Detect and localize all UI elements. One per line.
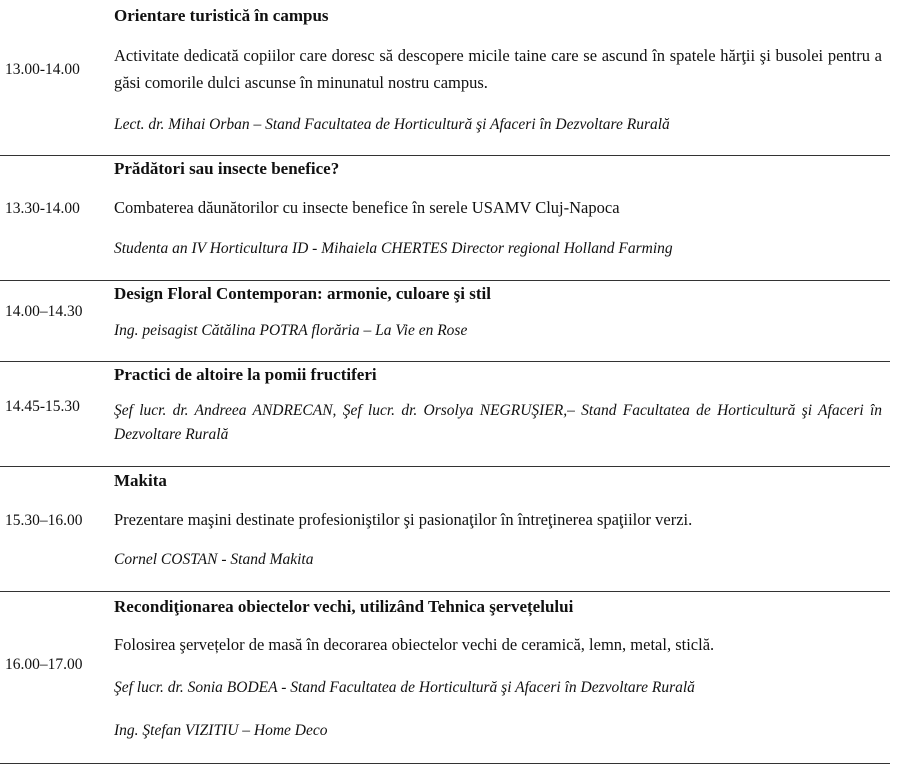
session-title: Recondiţionarea obiectelor vechi, utilizând Tehnica şervețelului — [114, 597, 574, 616]
session-title: Prădători sau insecte benefice? — [114, 159, 340, 178]
session-credit: Ing. Ştefan VIZITIU – Home Deco — [114, 722, 328, 739]
session-time: 16.00–17.00 — [5, 656, 83, 673]
session-description: Prezentare maşini destinate profesioniştilor şi pasionaţilor în întreţinerea spaţiilor verzi. — [114, 510, 693, 529]
session-credit: Şef lucr. dr. Sonia BODEA - Stand Facultatea de Horticultură şi Afaceri în Dezvoltare Rurală — [114, 679, 695, 696]
session-title: Orientare turistică în campus — [114, 6, 329, 25]
session-credit: Lect. dr. Mihai Orban – Stand Facultatea de Horticultură şi Afaceri în Dezvoltare Rurală — [114, 116, 670, 133]
session-time: 13.30-14.00 — [5, 200, 80, 217]
session-title: Practici de altoire la pomii fructiferi — [114, 365, 377, 384]
divider — [0, 591, 890, 592]
divider — [0, 763, 890, 764]
session-credit: Şef lucr. dr. Andreea ANDRECAN, Şef lucr. dr. Orsolya NEGRUŞIER,– Stand Facultatea de Horticultură şi Afaceri în Dezvoltare Rurală — [114, 402, 882, 443]
divider — [0, 280, 890, 281]
session-description: Folosirea şervețelor de masă în decorarea obiectelor vechi de ceramică, lemn, metal, sticlă. — [114, 635, 715, 654]
session-time: 15.30–16.00 — [5, 512, 83, 529]
session-time: 14.45-15.30 — [5, 398, 80, 415]
session-title: Makita — [114, 471, 167, 490]
session-credit: Studenta an IV Horticultura ID - Mihaiela CHERTES Director regional Holland Farming — [114, 240, 673, 257]
session-title: Design Floral Contemporan: armonie, culoare şi stil — [114, 284, 491, 303]
divider — [0, 155, 890, 156]
session-credit: Cornel COSTAN - Stand Makita — [114, 551, 314, 568]
session-description: Combaterea dăunătorilor cu insecte benefice în serele USAMV Cluj-Napoca — [114, 198, 620, 217]
divider — [0, 466, 890, 467]
session-credit: Ing. peisagist Cătălina POTRA florăria – La Vie en Rose — [114, 322, 468, 339]
divider — [0, 361, 890, 362]
session-description: Activitate dedicată copiilor care doresc să descopere micile taine care se ascund în spatele hărţii şi busolei pentru a găsi comorile dulci ascunse în minunatul nostru campus. — [114, 46, 882, 92]
session-time: 14.00–14.30 — [5, 303, 83, 320]
session-time: 13.00-14.00 — [5, 61, 80, 78]
